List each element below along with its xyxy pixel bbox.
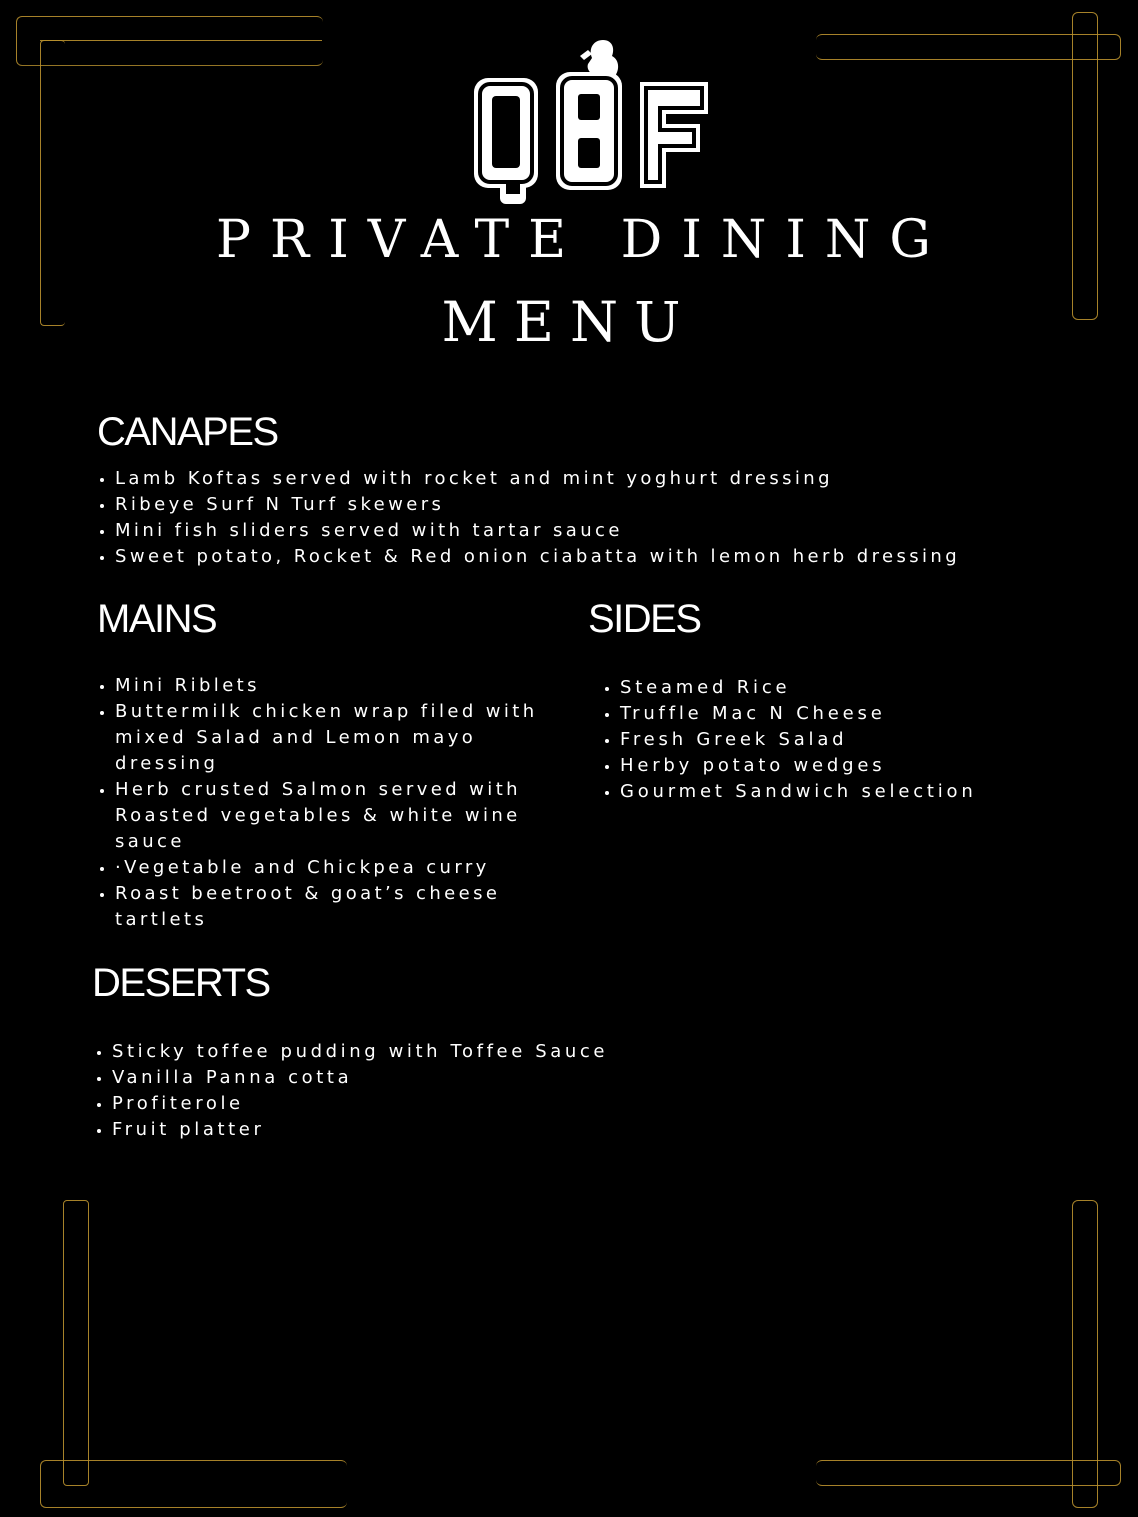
list-item: • ·Vegetable and Chickpea curry [115, 855, 585, 881]
list-item: • Buttermilk chicken wrap filed with mixed Salad and Lemon mayo dressing [115, 699, 585, 777]
deserts-heading: DESERTS [92, 961, 270, 1005]
sides-heading: SIDES [588, 597, 701, 641]
list-item: • Roast beetroot & goat’s cheese tartlets [115, 881, 585, 933]
qbf-logo [470, 38, 715, 208]
list-item: • Sweet potato, Rocket & Red onion ciabatta with lemon herb dressing [115, 544, 1075, 570]
list-item: • Profiterole [112, 1091, 812, 1117]
list-item: • Mini fish sliders served with tartar sauce [115, 518, 1075, 544]
list-item: • Vanilla Panna cotta [112, 1065, 812, 1091]
page-subtitle: MENU [441, 290, 697, 354]
list-item: • Herby potato wedges [620, 753, 1080, 779]
chef-logo-icon [470, 38, 715, 208]
list-item: • Mini Riblets [115, 673, 585, 699]
list-item: • Fruit platter [112, 1117, 812, 1143]
canapes-list [97, 466, 1075, 570]
list-item: • Herb crusted Salmon served with Roasted vegetables & white wine sauce [115, 777, 585, 855]
list-item: • Sticky toffee pudding with Toffee Sauce [112, 1039, 812, 1065]
list-item: • Ribeye Surf N Turf skewers [115, 492, 1075, 518]
sides-list [602, 675, 1080, 805]
list-item: • Gourmet Sandwich selection [620, 779, 1080, 805]
mains-list [97, 673, 585, 933]
frame-top-left-inner [40, 40, 65, 326]
list-item: • Fresh Greek Salad [620, 727, 1080, 753]
deserts-list [94, 1039, 812, 1143]
frame-bottom-left-inner [63, 1200, 89, 1486]
list-item: • Lamb Koftas served with rocket and mint yoghurt dressing [115, 466, 1075, 492]
list-item: • Truffle Mac N Cheese [620, 701, 1080, 727]
frame-bottom-right-inner [1072, 1200, 1098, 1508]
frame-top-right-inner [1072, 12, 1098, 320]
list-item: • Steamed Rice [620, 675, 1080, 701]
mains-heading: MAINS [97, 597, 217, 641]
page-title: PRIVATE DINING [216, 210, 950, 270]
frame-top-left-line [40, 40, 322, 41]
canapes-heading: CANAPES [97, 410, 278, 454]
